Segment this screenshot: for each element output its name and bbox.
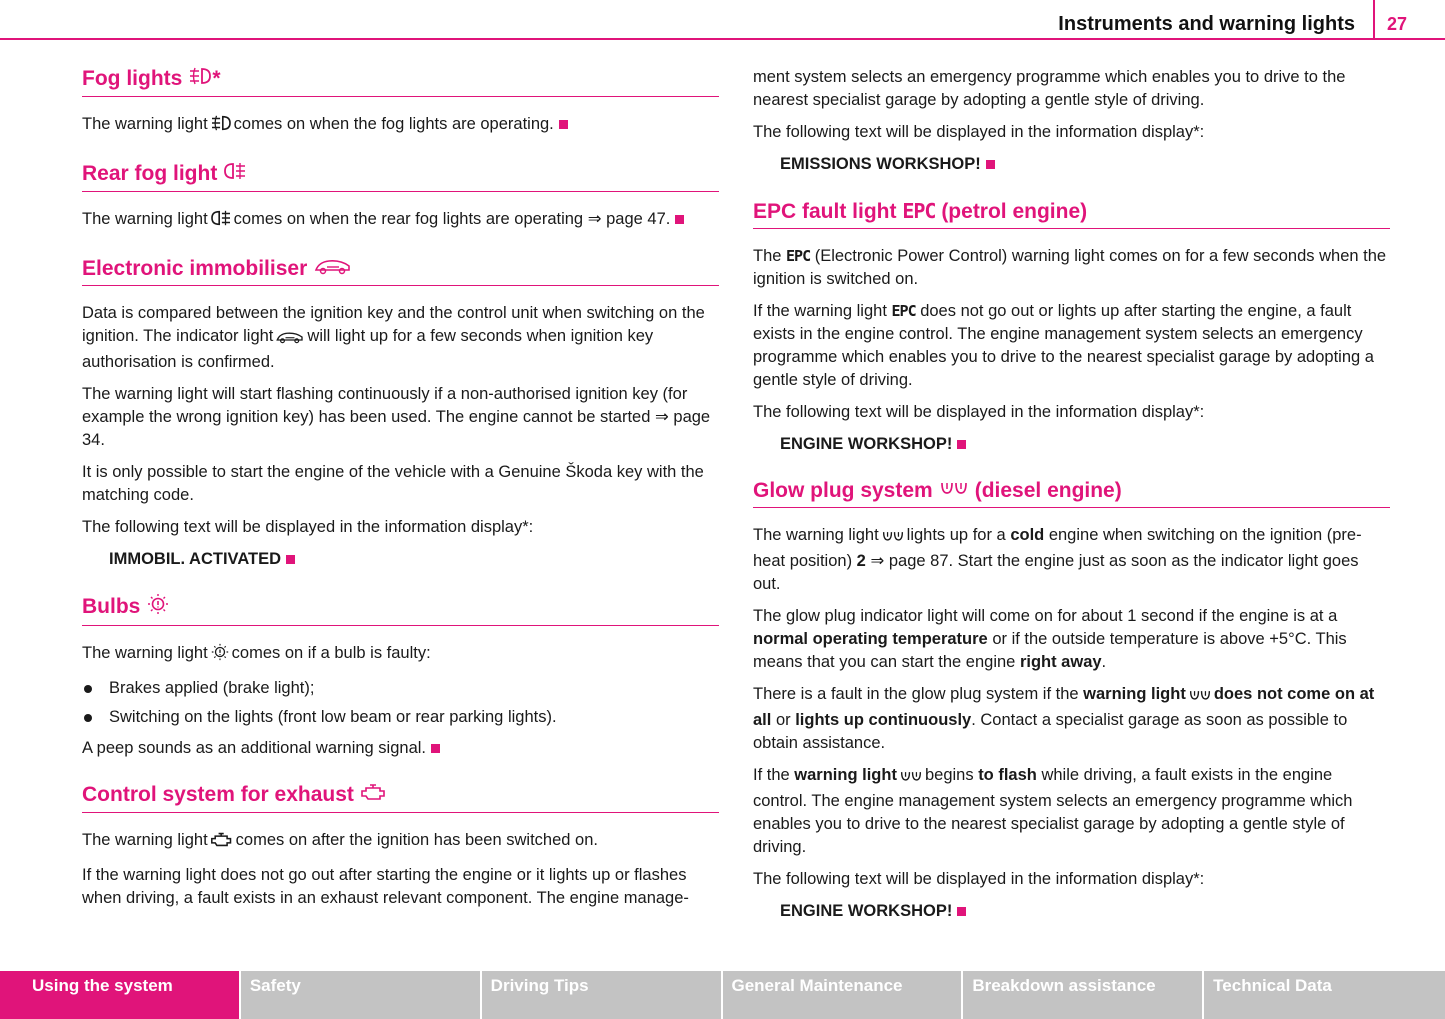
bulbs-text: The warning light comes on if a bulb is faulty:: [82, 642, 719, 668]
bulb-icon: [210, 643, 230, 668]
right-column: [753, 66, 1390, 935]
bulbs-bullet-list: [82, 677, 719, 729]
section-heading-electronic-immobiliser: Electronic immobiliser: [82, 256, 719, 286]
epc-display-message: ENGINE WORKSHOP!: [753, 433, 1390, 456]
end-marker-icon: [986, 160, 995, 169]
section-heading-fog-lights: Fog lights *: [82, 66, 719, 97]
glow-plug-text-4: If the warning light begins to flash while driving, a fault exists in the engine control. The engine management system selects an emergency programme which enables you to drive to the nearest specialist garage by adopting a gentle style of driving.: [753, 766, 1353, 857]
tab-using-the-system[interactable]: Using the system: [0, 971, 241, 1019]
immobiliser-text-2: The warning light will start flashing continuously if a non-authorised ignition key (for example the wrong ignition key) has been used. The engine cannot be started ⇒ page 34.: [82, 385, 711, 450]
immobiliser-text-3: It is only possible to start the engine of the vehicle with a Genuine Škoda key with the matching code.: [82, 463, 704, 505]
glow-plug-icon: [939, 478, 969, 504]
section-heading-glow-plug-system: Glow plug system (diesel engine): [753, 478, 1390, 508]
immobiliser-text-1: Data is compared between the ignition key and the control unit when switching on the ignition. The indicator light will light up for a few seconds when ignition key authorisation is confirmed.: [82, 304, 705, 372]
end-marker-icon: [431, 744, 440, 753]
page-header-title: Instruments and warning lights: [1058, 13, 1355, 35]
page-number: 27: [1373, 0, 1445, 38]
tab-general-maintenance[interactable]: General Maintenance: [723, 971, 964, 1019]
glow-plug-text-5: The following text will be displayed in the information display*:: [753, 870, 1205, 889]
bulbs-warning-signal-text: A peep sounds as an additional warning signal.: [82, 737, 719, 760]
exhaust-text-3: ment system selects an emergency programme which enables you to drive to the nearest specialist garage by adopting a gentle style of driving.: [753, 68, 1346, 109]
exhaust-engine-icon: [360, 782, 388, 809]
exhaust-display-message: EMISSIONS WORKSHOP!: [753, 153, 1390, 176]
page-header: [0, 0, 1445, 40]
section-heading-control-system-exhaust: Control system for exhaust: [82, 782, 719, 813]
tab-driving-tips[interactable]: Driving Tips: [482, 971, 723, 1019]
fog-light-icon: [188, 66, 212, 93]
immobiliser-text-4: The following text will be displayed in the information display*:: [82, 518, 534, 537]
left-column: [82, 60, 719, 919]
immobiliser-display-message: IMMOBIL. ACTIVATED: [82, 548, 719, 571]
tab-technical-data[interactable]: Technical Data: [1204, 971, 1445, 1019]
rear-fog-light-icon: [223, 161, 247, 188]
glow-plug-icon: [1188, 686, 1212, 709]
epc-icon: EPC: [902, 199, 936, 223]
end-marker-icon: [286, 555, 295, 564]
list-item: Brakes applied (brake light);: [82, 677, 719, 700]
exhaust-text-4: The following text will be displayed in the information display*:: [753, 123, 1205, 141]
footer-tab-bar: [0, 971, 1445, 1019]
end-marker-icon: [675, 215, 684, 224]
epc-text-2: If the warning light EPC does not go out or lights up after starting the engine, a fault exists in the engine control. The engine management system selects an emergency programme which enables you to drive to the nearest specialist garage by adopting a gentle style of driving.: [753, 302, 1374, 389]
section-heading-bulbs: Bulbs: [82, 593, 719, 626]
end-marker-icon: [957, 907, 966, 916]
glow-plug-text-3: There is a fault in the glow plug system if the warning light does not come on at all or lights up continuously. Contact a specialist garage as soon as possible to obtain assistance.: [753, 685, 1375, 753]
glow-plug-text-1: The warning light lights up for a cold engine when switching on the ignition (pre-heat position) 2 ⇒ page 87. Start the engine just as soon as the indicator light goes out.: [753, 526, 1362, 594]
glow-plug-display-message: ENGINE WORKSHOP!: [753, 900, 1390, 923]
end-marker-icon: [559, 120, 568, 129]
fog-light-icon: [210, 114, 232, 139]
list-item: Switching on the lights (front low beam or rear parking lights).: [82, 706, 719, 729]
glow-plug-text-2: The glow plug indicator light will come on for about 1 second if the engine is at a normal operating temperature or if the outside temperature is above +5°C. This means that you can start the engine right away.: [753, 607, 1347, 672]
exhaust-text-1: The warning light comes on after the ignition has been switched on.: [82, 829, 719, 855]
epc-text-3: The following text will be displayed in the information display*:: [753, 403, 1205, 421]
bulb-icon: [146, 593, 170, 622]
section-heading-rear-fog-light: Rear fog light: [82, 161, 719, 192]
exhaust-engine-icon: [210, 831, 234, 855]
immobiliser-key-icon: [313, 256, 353, 282]
immobiliser-key-icon: [275, 328, 305, 351]
rear-fog-light-icon: [210, 209, 232, 234]
exhaust-text-2: If the warning light does not go out after starting the engine or it lights up or flashes when driving, a fault exists in an exhaust relevant component. The engine manage-: [82, 866, 689, 908]
epc-text-1: The EPC (Electronic Power Control) warning light comes on for a few seconds when the ignition is switched on.: [753, 247, 1387, 288]
glow-plug-icon: [899, 767, 923, 790]
rear-fog-light-text: The warning light comes on when the rear fog lights are operating ⇒ page 47.: [82, 208, 719, 234]
tab-breakdown-assistance[interactable]: Breakdown assistance: [963, 971, 1204, 1019]
epc-icon: EPC: [786, 247, 811, 265]
fog-lights-text: The warning light comes on when the fog lights are operating.: [82, 113, 719, 139]
tab-safety[interactable]: Safety: [241, 971, 482, 1019]
epc-icon: EPC: [891, 302, 916, 320]
section-heading-epc-fault-light: EPC fault light EPC (petrol engine): [753, 198, 1390, 229]
glow-plug-icon: [881, 527, 905, 550]
end-marker-icon: [957, 440, 966, 449]
